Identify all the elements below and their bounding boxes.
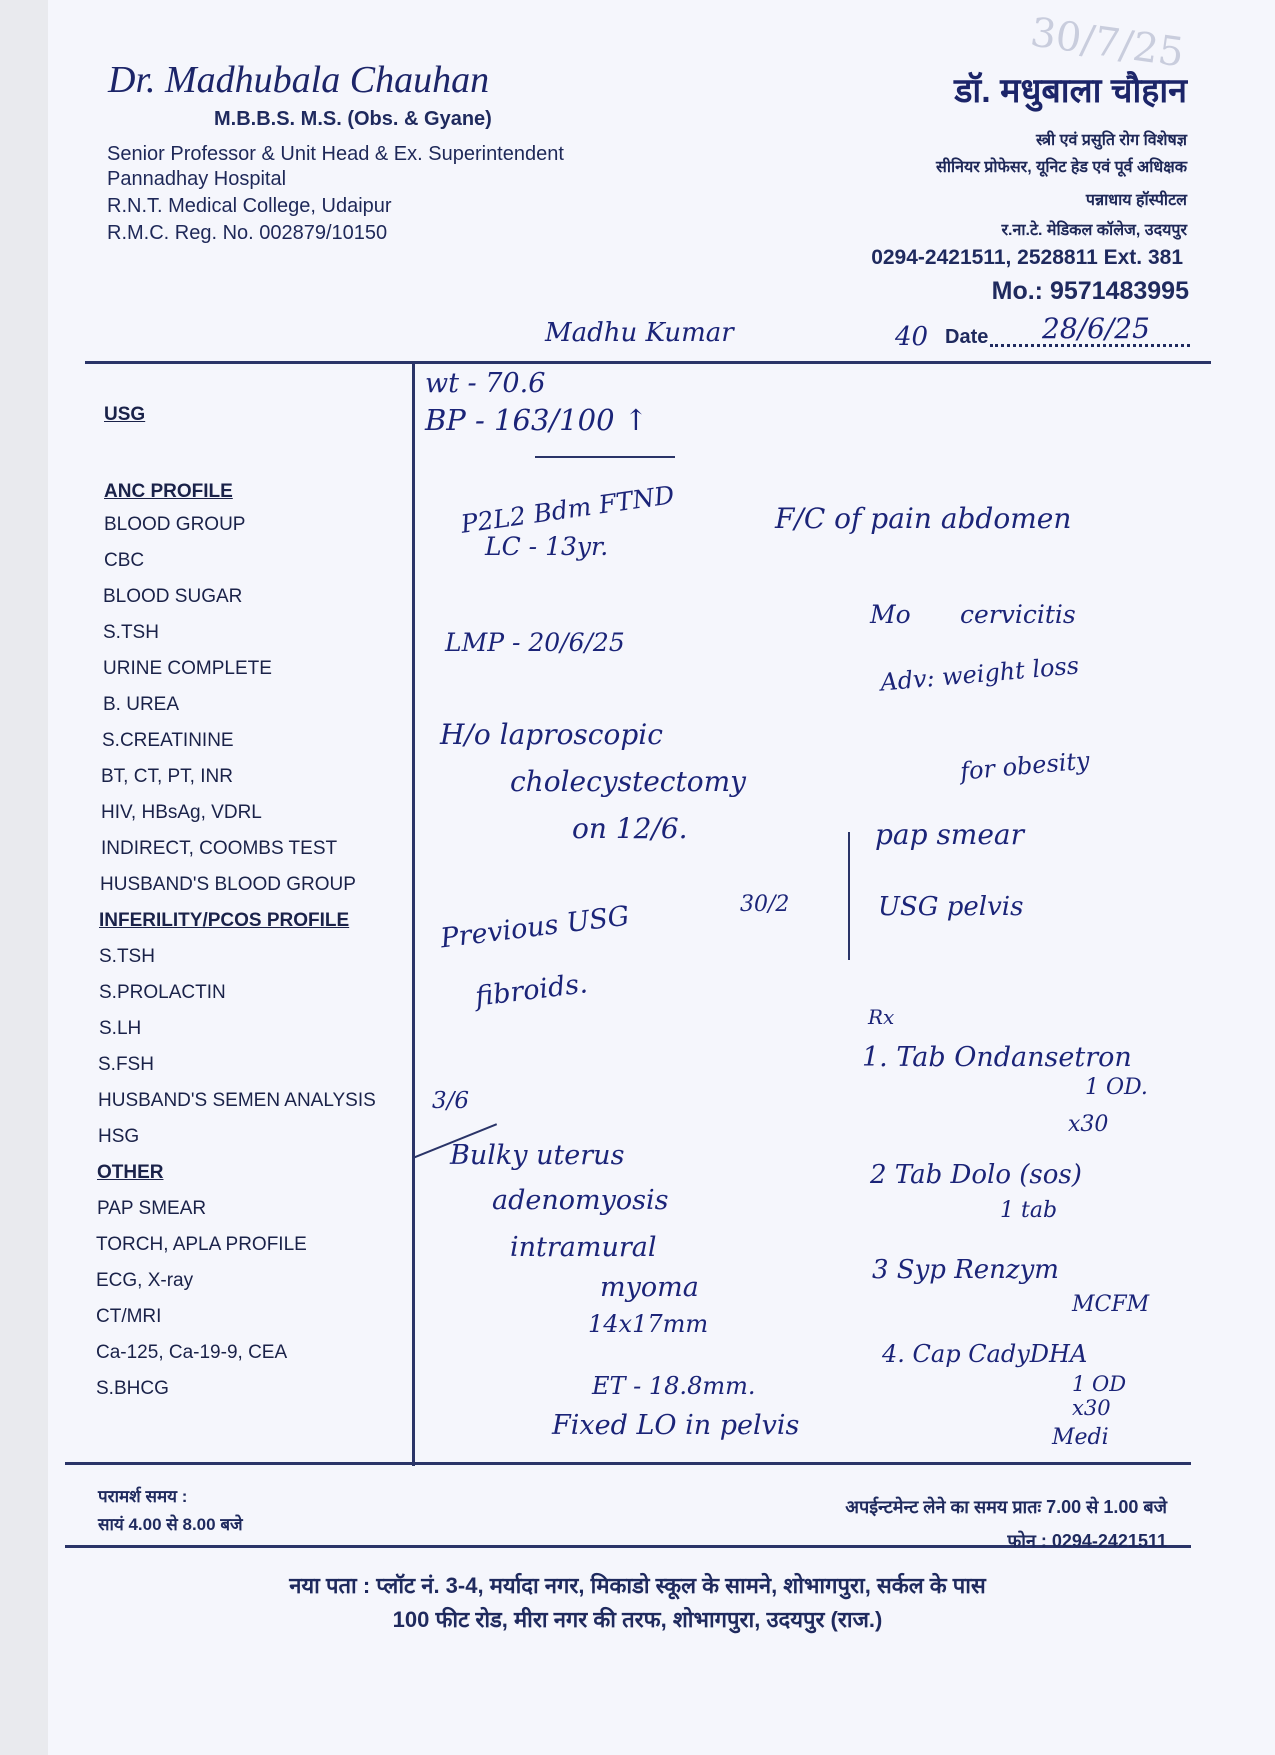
- investigation-item: S.FSH: [98, 1054, 154, 1075]
- investigation-item: ECG, X-ray: [96, 1270, 194, 1291]
- handwritten-pap-smear: pap smear: [875, 818, 1025, 851]
- investigation-item: B. UREA: [103, 694, 180, 715]
- investigation-item: S.CREATININE: [102, 730, 234, 751]
- appointment-info: [845, 1490, 1167, 1558]
- consultation-time: सायं 4.00 से 8.00 बजे: [98, 1515, 243, 1534]
- handwritten-mo: Mo: [870, 600, 911, 629]
- column-divider: [412, 361, 415, 1466]
- investigation-item: S.BHCG: [96, 1378, 169, 1399]
- investigation-item: PAP SMEAR: [97, 1198, 207, 1219]
- handwritten-intramural: intramural: [510, 1232, 657, 1263]
- investigation-item: Ca-125, Ca-19-9, CEA: [96, 1342, 288, 1363]
- handwritten-med3-detail: MCFM: [1072, 1292, 1150, 1317]
- investigation-item: S.LH: [99, 1018, 142, 1039]
- consultation-hours: [98, 1483, 243, 1539]
- handwritten-med4-qty: x30: [1072, 1396, 1111, 1420]
- handwritten-lc: LC - 13yr.: [485, 532, 609, 561]
- handwritten-history-of: H/o laproscopic: [440, 718, 663, 751]
- registration-number: R.M.C. Reg. No. 002879/10150: [107, 222, 388, 244]
- bp-underline: [535, 456, 675, 458]
- address-line-1: नया पता : प्लॉट नं. 3-4, मर्यादा नगर, मिकाडो स्कूल के सामने, शोभागपुरा, सर्कल के पास: [289, 1573, 986, 1598]
- investigation-item: HIV, HBsAg, VDRL: [101, 802, 262, 823]
- address-line-2: 100 फीट रोड, मीरा नगर की तरफ, शोभागपुरा, उदयपुर (राज.): [392, 1607, 883, 1632]
- investigation-heading: OTHER: [97, 1162, 164, 1183]
- handwritten-med3: 3 Syp Renzym: [872, 1255, 1059, 1285]
- header-rule: [85, 361, 1211, 364]
- handwritten-complaint: F/C of pain abdomen: [775, 502, 1072, 535]
- college-name: R.N.T. Medical College, Udaipur: [107, 195, 392, 217]
- handwritten-adenomyosis: adenomyosis: [492, 1185, 669, 1216]
- handwritten-signature: Medi: [1052, 1425, 1109, 1450]
- appointment-phone: फोन : 0294-2421511: [1007, 1531, 1167, 1551]
- investigation-item: INDIRECT, COOMBS TEST: [101, 838, 338, 859]
- investigation-item: TORCH, APLA PROFILE: [96, 1234, 307, 1255]
- handwritten-date: 28/6/25: [1042, 312, 1150, 345]
- handwritten-obstetric-history: P2L2 Bdm FTND: [459, 480, 677, 539]
- date-label: Date: [945, 326, 989, 348]
- specialty-hindi: स्त्री एवं प्रसुति रोग विशेषज्ञ: [1035, 132, 1187, 149]
- handwritten-med2-dose: 1 tab: [1000, 1198, 1058, 1223]
- mobile-number: Mo.: 9571483995: [991, 277, 1189, 305]
- handwritten-med1-qty: x30: [1068, 1112, 1109, 1137]
- handwritten-rx: Rx: [868, 1005, 895, 1029]
- handwritten-size: 14x17mm: [588, 1310, 709, 1338]
- hospital-name: Pannadhay Hospital: [107, 168, 287, 190]
- investigation-item: CBC: [104, 550, 145, 571]
- handwritten-age: 40: [895, 322, 929, 352]
- handwritten-weight: wt - 70.6: [425, 368, 546, 399]
- investigation-item: BLOOD GROUP: [104, 514, 246, 535]
- handwritten-fibroids: fibroids.: [473, 968, 590, 1013]
- investigation-item: BT, CT, PT, INR: [101, 766, 233, 787]
- bracket-line: [848, 832, 850, 960]
- investigation-item: HSG: [98, 1126, 140, 1147]
- investigation-heading: USG: [104, 404, 146, 425]
- handwritten-med4-dose: 1 OD: [1072, 1372, 1127, 1396]
- handwritten-med4: 4. Cap CadyDHA: [882, 1340, 1088, 1368]
- faint-back-marking: 30/7/25: [1027, 9, 1187, 77]
- scan-edge: [0, 0, 48, 1755]
- handwritten-lmp: LMP - 20/6/25: [445, 628, 625, 657]
- handwritten-cholecystectomy: cholecystectomy: [510, 765, 746, 798]
- college-hindi: र.ना.टे. मेडिकल कॉलेज, उदयपुर: [1001, 222, 1187, 239]
- handwritten-myoma: myoma: [600, 1272, 699, 1303]
- investigation-item: S.TSH: [99, 946, 155, 967]
- handwritten-med1: 1. Tab Ondansetron: [862, 1042, 1132, 1073]
- handwritten-patient-name: Madhu Kumar: [545, 318, 734, 348]
- investigation-item: BLOOD SUGAR: [103, 586, 243, 607]
- handwritten-previous-usg: Previous USG: [438, 900, 632, 955]
- handwritten-bulky-uterus: Bulky uterus: [450, 1140, 625, 1171]
- investigation-item: HUSBAND'S BLOOD GROUP: [100, 874, 356, 895]
- designation-hindi: सीनियर प्रोफेसर, यूनिट हेड एवं पूर्व अधिक्षक: [936, 159, 1187, 176]
- appointment-time: अपईन्टमेन्ट लेने का समय प्रातः 7.00 से 1.00 बजे: [845, 1497, 1167, 1517]
- handwritten-med1-dose: 1 OD.: [1085, 1075, 1148, 1100]
- investigation-item: URINE COMPLETE: [103, 658, 272, 679]
- investigation-heading: INFERILITY/PCOS PROFILE: [99, 910, 350, 931]
- handwritten-med2: 2 Tab Dolo (sos): [870, 1160, 1082, 1190]
- handwritten-fixed: Fixed LO in pelvis: [552, 1410, 800, 1441]
- investigation-item: S.TSH: [103, 622, 159, 643]
- handwritten-usg-date: 3/6: [432, 1088, 470, 1114]
- handwritten-advice-2: for obesity: [959, 746, 1091, 786]
- handwritten-usg-pelvis: USG pelvis: [878, 892, 1024, 922]
- hospital-hindi: पन्नाधाय हॉस्पीटल: [1085, 192, 1187, 209]
- consultation-label: परामर्श समय :: [98, 1487, 188, 1506]
- investigation-heading: ANC PROFILE: [104, 481, 233, 502]
- doctor-name: Dr. Madhubala Chauhan: [108, 59, 490, 101]
- doctor-qualifications: M.B.B.S. M.S. (Obs. & Gyane): [214, 108, 492, 130]
- doctor-designation: Senior Professor & Unit Head & Ex. Superintendent: [107, 143, 564, 165]
- investigation-item: HUSBAND'S SEMEN ANALYSIS: [98, 1090, 376, 1111]
- doctor-name-hindi: डॉ. मधुबाला चौहान: [954, 72, 1187, 110]
- investigation-item: CT/MRI: [96, 1306, 162, 1327]
- handwritten-note-30: 30/2: [740, 892, 790, 917]
- handwritten-on-date: on 12/6.: [572, 812, 688, 845]
- handwritten-advice: Adv: weight loss: [879, 651, 1081, 697]
- handwritten-mo-text: cervicitis: [960, 600, 1076, 629]
- handwritten-bp: BP - 163/100 ↑: [425, 403, 649, 437]
- body-bottom-rule: [65, 1462, 1191, 1465]
- handwritten-et: ET - 18.8mm.: [592, 1372, 756, 1400]
- phone-numbers: 0294-2421511, 2528811 Ext. 381: [871, 246, 1183, 269]
- investigation-item: S.PROLACTIN: [99, 982, 226, 1003]
